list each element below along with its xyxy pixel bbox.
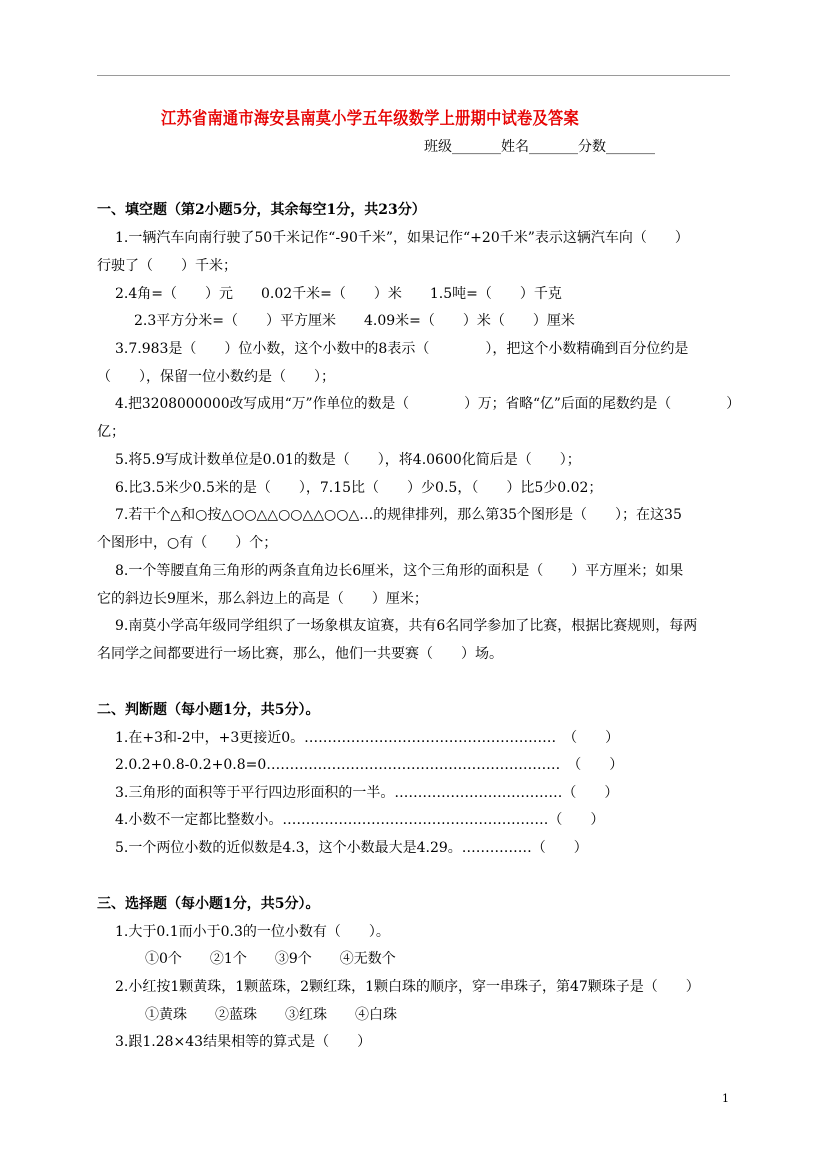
question-line: 8.一个等腰直角三角形的两条直角边长6厘米，这个三角形的面积是（ ）平方厘米；如果 <box>115 563 684 579</box>
question-line: 5.将5.9写成计数单位是0.01的数是（ ），将4.0600化简后是（ ）； <box>115 452 581 468</box>
header-rule <box>97 75 730 76</box>
judgment-line: 5.一个两位小数的近似数是4.3，这个小数最大是4.29。……………（ ） <box>115 840 588 856</box>
question-line: 2.4角=（ ）元 0.02千米=（ ）米 1.5吨=（ ）千克 <box>115 286 562 302</box>
question-line: 亿； <box>97 424 125 440</box>
question-line: 它的斜边长9厘米，那么斜边上的高是（ ）厘米； <box>97 591 428 607</box>
judgment-line: 1.在+3和-2中，+3更接近0。……………………………………………… （ ） <box>115 730 620 746</box>
choice-question: 2.小红按1颗黄珠，1颗蓝珠，2颗红珠，1颗白珠的顺序，穿一串珠子，第47颗珠子是（ ） <box>115 979 700 995</box>
choice-options: ①0个 ②1个 ③9个 ④无数个 <box>145 951 396 967</box>
question-line: 行驶了（ ）千米； <box>97 258 237 274</box>
question-line: 名同学之间都要进行一场比赛，那么，他们一共要赛（ ）场。 <box>97 646 503 662</box>
question-line: 1.一辆汽车向南行驶了50千米记作“-90千米”，如果记作“+20千米”表示这辆汽车向（ ） <box>115 230 689 246</box>
question-line: 2.3平方分米=（ ）平方厘米 4.09米=（ ）米（ ）厘米 <box>134 313 575 329</box>
judgment-line: 4.小数不一定都比整数小。…………………………………………………（ ） <box>115 812 605 828</box>
question-line: 7.若干个△和○按△○○△△○○△△○○△…的规律排列，那么第35个图形是（ ）；在这35 <box>115 507 682 523</box>
section-heading-multiple-choice: 三、选择题（每小题1分，共5分）。 <box>97 896 320 912</box>
question-line: 个图形中，○有（ ）个； <box>97 535 278 551</box>
section-heading-fill-in: 一、填空题（第2小题5分，其余每空1分，共23分） <box>97 202 426 218</box>
question-line: 4.把3208000000改写成用“万”作单位的数是（ ）万；省略“亿”后面的尾数约是（ ） <box>115 396 740 412</box>
question-line: （ ），保留一位小数约是（ ）； <box>97 369 335 385</box>
judgment-line: 2.0.2+0.8-0.2+0.8=0……………………………………………………… （ ） <box>115 757 624 773</box>
judgment-line: 3.三角形的面积等于平行四边形面积的一半。………………………………（ ） <box>115 785 619 801</box>
choice-options: ①黄珠 ②蓝珠 ③红珠 ④白珠 <box>145 1007 397 1023</box>
question-line: 3.7.983是（ ）位小数，这个小数中的8表示（ ），把这个小数精确到百分位约是 <box>115 341 689 357</box>
choice-question: 3.跟1.28×43结果相等的算式是（ ） <box>115 1034 372 1050</box>
student-info-line: 班级_______姓名_______分数_______ <box>424 139 655 155</box>
choice-question: 1.大于0.1而小于0.3的一位小数有（ ）。 <box>115 924 390 940</box>
question-line: 6.比3.5米少0.5米的是（ ），7.15比（ ）少0.5，（ ）比5少0.02； <box>115 480 603 496</box>
page-number: 1 <box>722 1092 729 1105</box>
document-title: 江苏省南通市海安县南莫小学五年级数学上册期中试卷及答案 <box>161 109 579 129</box>
question-line: 9.南莫小学高年级同学组织了一场象棋友谊赛，共有6名同学参加了比赛，根据比赛规则，每两 <box>115 618 698 634</box>
section-heading-true-false: 二、判断题（每小题1分，共5分）。 <box>97 702 320 718</box>
